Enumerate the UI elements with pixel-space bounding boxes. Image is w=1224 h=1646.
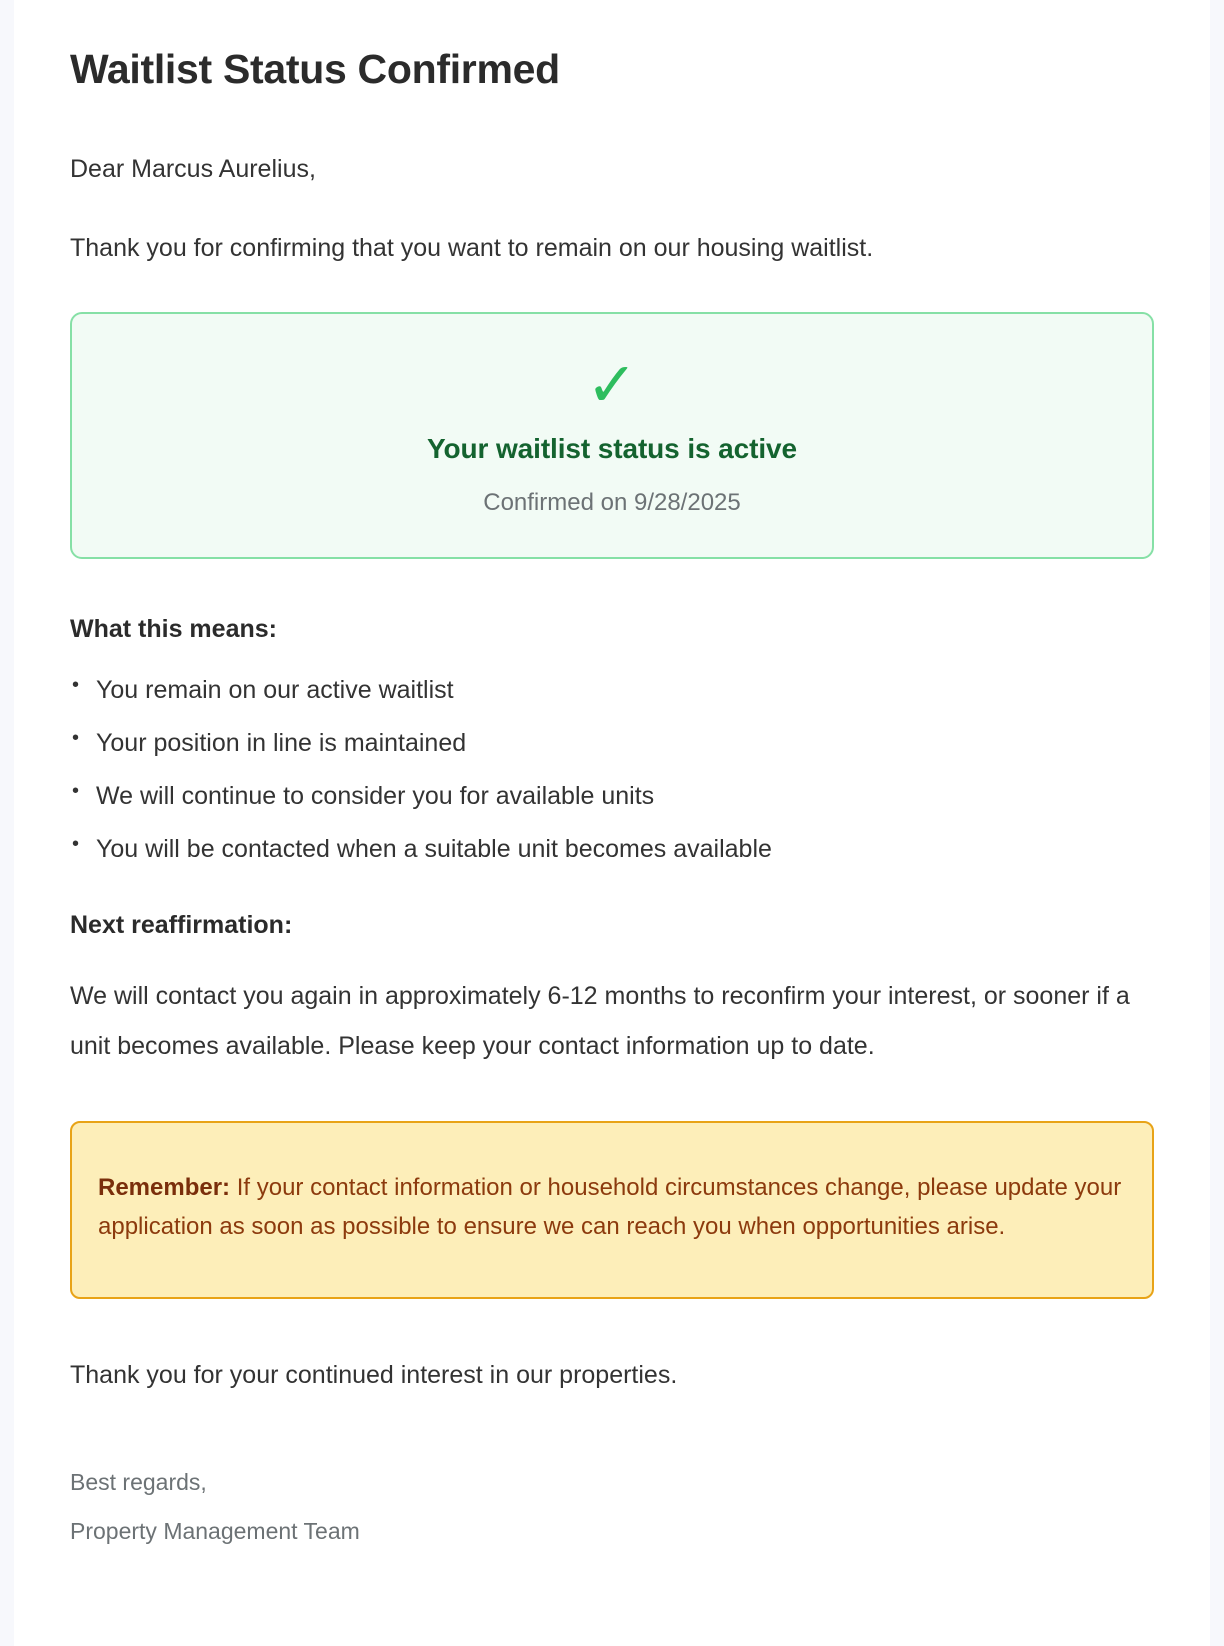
list-item bbox=[70, 674, 1154, 706]
list-item bbox=[70, 727, 1154, 759]
signoff-block bbox=[70, 1471, 1154, 1543]
list-item-label: You will be contacted when a suitable unit becomes available bbox=[96, 835, 772, 864]
status-confirmed-date: Confirmed on 9/28/2025 bbox=[483, 489, 741, 517]
bullet-icon: • bbox=[72, 727, 80, 750]
status-headline: Your waitlist status is active bbox=[427, 433, 797, 465]
greeting-text: Dear Marcus Aurelius, bbox=[70, 155, 316, 184]
remember-notice-text bbox=[98, 1169, 1126, 1247]
list-item-label: We will continue to consider you for available units bbox=[96, 782, 655, 811]
bullet-icon: • bbox=[72, 780, 80, 803]
bullet-icon: • bbox=[72, 833, 80, 856]
list-item bbox=[70, 833, 1154, 865]
remember-body: If your contact information or household circumstances change, please update your application as soon as possible to ensure we can reach you when opportunities arise. bbox=[98, 1174, 1122, 1240]
list-item-label: You remain on our active waitlist bbox=[96, 676, 454, 705]
what-this-means-heading: What this means: bbox=[70, 615, 277, 644]
remember-label: Remember: bbox=[98, 1174, 231, 1202]
next-reaffirmation-paragraph: We will contact you again in approximately 6-12 months to reconfirm your interest, or sooner if a unit becomes available. Please keep your contact information up to date. bbox=[70, 982, 1130, 1060]
signoff-regards: Best regards, bbox=[70, 1469, 207, 1496]
remember-notice-box bbox=[70, 1121, 1154, 1299]
page-title: Waitlist Status Confirmed bbox=[70, 46, 560, 92]
status-confirmation-box bbox=[70, 312, 1154, 559]
what-this-means-list bbox=[70, 674, 1154, 865]
closing-paragraph: Thank you for your continued interest in our properties. bbox=[70, 1360, 678, 1389]
list-item-label: Your position in line is maintained bbox=[96, 729, 467, 758]
bullet-icon: • bbox=[72, 674, 80, 697]
email-card bbox=[14, 0, 1210, 1646]
check-mark-icon: ✓ bbox=[586, 348, 638, 422]
intro-paragraph: Thank you for confirming that you want to remain on our housing waitlist. bbox=[70, 233, 874, 262]
next-reaffirmation-heading: Next reaffirmation: bbox=[70, 911, 293, 940]
list-item bbox=[70, 780, 1154, 812]
signoff-team: Property Management Team bbox=[70, 1518, 360, 1545]
